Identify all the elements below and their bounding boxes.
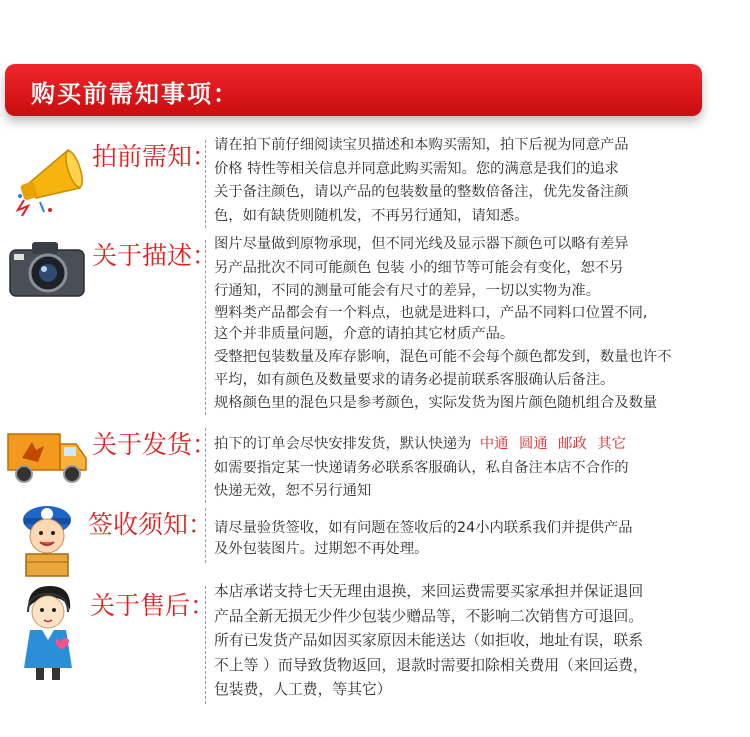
section-label-before-purchase: 拍前需知： [92, 142, 218, 171]
text-line: 另产品批次不同可能颜色 包装 小的细节等可能会有变化，恕不另 [214, 259, 624, 276]
banner-title: 购买前需知事项： [31, 80, 239, 108]
text-line: 规格颜色里的混色只是参考颜色，实际发货为图片颜色随机组合及数量 [214, 394, 658, 411]
text-line: 关于备注颜色，请以产品的包装数量的整数倍备注，优先发备注颜 [214, 184, 629, 200]
courier-post: 邮政 [558, 436, 587, 452]
text-line: 图片尽量做到原物承现，但不同光线及显示器下颜色可以略有差异 [214, 236, 629, 252]
text-line: 这个并非质量问题，介意的请拍其它材质产品。 [214, 325, 515, 342]
text-line: 受整把包装数量及库存影响，混色可能不会每个颜色都发到，数量也许不 [214, 348, 672, 365]
text-line: 及外包装图片。过期恕不再处理。 [214, 541, 429, 557]
section-text-before-purchase [214, 134, 629, 228]
header-banner [5, 64, 702, 116]
text-line: 请在拍下前仔细阅读宝贝描述和本购买需知，拍下后视为同意产品 [214, 137, 629, 153]
text-line: 产品全新无损无少件少包装少赠品等，不影响二次销售方可退回。 [214, 607, 644, 625]
text-line: 如需要指定某一快递请务必联系客服确认，私自备注本店不合作的 [214, 459, 629, 476]
section-divider [205, 240, 206, 415]
section-divider [205, 508, 206, 563]
section-text-shipping [214, 433, 629, 504]
text-line: 请尽量验货签收，如有问题在签收后的24小内联系我们并提供产品 [214, 520, 633, 536]
courier-other: 其它 [597, 436, 626, 452]
delivery-truck-icon [6, 428, 90, 486]
section-text-description [214, 233, 672, 414]
customer-service-icon [14, 582, 82, 682]
section-divider [205, 586, 206, 704]
shipping-text-prefix: 拍下的订单会尽快安排发货，默认快递为 [214, 436, 472, 452]
text-line: 本店承诺支持七天无理由退换，来回运费需要买家承担并保证退回 [214, 583, 644, 600]
text-line: 色，如有缺货则随机发，不再另行通知，请知悉。 [214, 207, 529, 224]
section-label-after-sales: 关于售后： [90, 591, 216, 620]
courier-yto: 圆通 [519, 436, 548, 452]
text-line: 价格 特性等相关信息并同意此购买需知。您的满意是我们的追求 [214, 160, 619, 177]
courier-mascot-icon [12, 500, 82, 578]
text-line: 包装费，人工费，等其它） [214, 681, 392, 698]
section-label-shipping: 关于发货： [92, 430, 218, 459]
courier-list [480, 436, 626, 452]
text-line: 行通知，不同的测量可能会有尺寸的差异，一切以实物为准。 [214, 283, 601, 299]
section-divider [205, 140, 206, 228]
megaphone-icon [10, 140, 88, 218]
text-line: 所有已发货产品如因买家原因未能送达（如拒收，地址有误，联系 [214, 632, 644, 649]
text-line: 平均，如有颜色及数量要求的请务必提前联系客服确认后备注。 [214, 372, 615, 388]
section-label-receipt: 签收须知： [88, 510, 214, 539]
section-label-description: 关于描述： [92, 241, 218, 270]
section-text-after-sales [214, 580, 648, 703]
text-line: 快递无效，恕不另行通知 [214, 483, 372, 499]
section-text-receipt [214, 518, 633, 560]
text-line: 塑料类产品都会有一个料点，也就是进料口，产品不同料口位置不同, [214, 304, 648, 321]
section-divider [205, 428, 206, 503]
text-line: 不上等 ）而导致货物返回，退款时需要扣除相关费用（来回运费， [214, 656, 648, 674]
courier-zto: 中通 [479, 436, 509, 452]
camera-icon [8, 240, 86, 298]
